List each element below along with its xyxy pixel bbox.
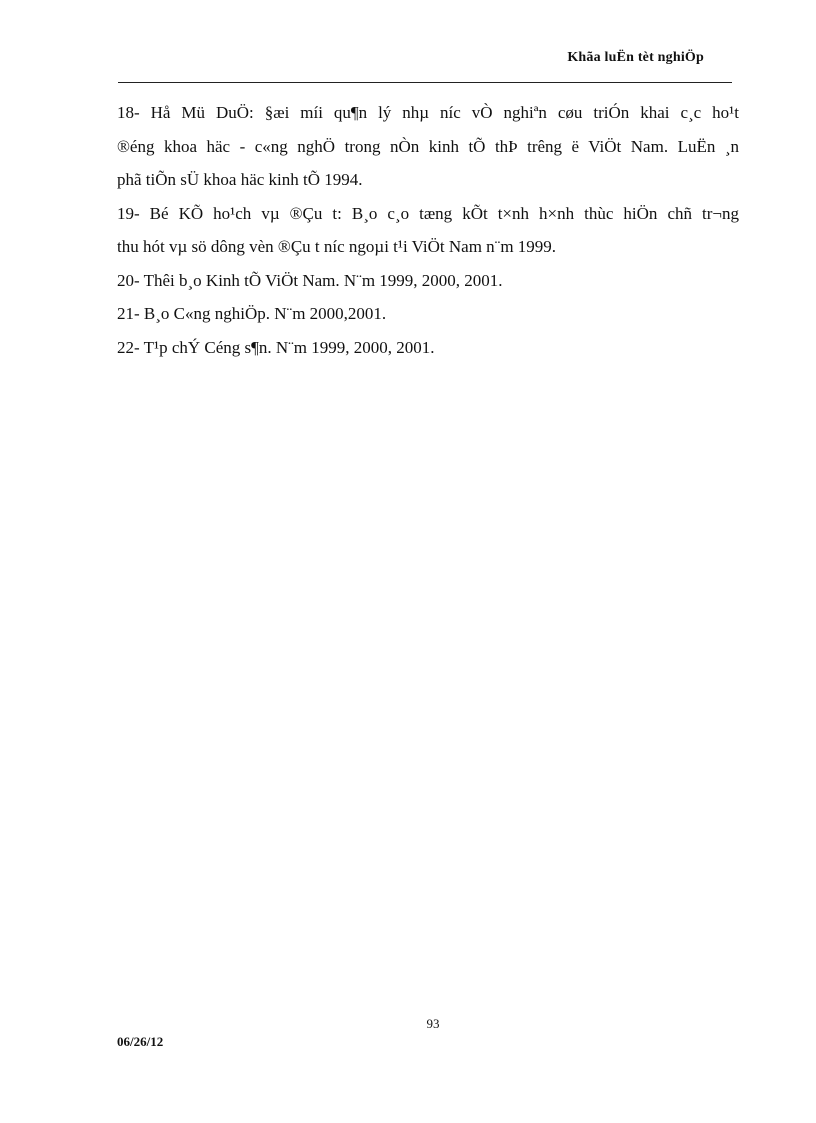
reference-line: ®éng khoa häc - c«ng nghÖ trong nÒn kinh tÕ thÞ trêng ë ViÖt Nam. LuËn ¸n — [117, 136, 739, 156]
header-rule — [118, 82, 732, 83]
reference-entry-22 — [117, 331, 739, 365]
print-date: 06/26/12 — [117, 1034, 164, 1049]
reference-entry-19 — [117, 197, 739, 264]
reference-line: 22- T¹p chÝ Céng s¶n. N¨m 1999, 2000, 2001. — [117, 337, 435, 357]
reference-entry-21 — [117, 297, 739, 331]
reference-entry-20 — [117, 264, 739, 298]
reference-line: 19- Bé KÕ ho¹ch vµ ®Çu t: B¸o c¸o tæng kÕt t×nh h×nh thùc hiÖn chñ tr¬ng — [117, 203, 739, 223]
reference-line: 18- Hå Mü DuÖ: §æi míi qu¶n lý nhµ níc vÒ nghiªn cøu triÓn khai c¸c ho¹t — [117, 103, 739, 122]
reference-entry-18 — [117, 96, 739, 197]
page-number: 93 — [426, 1016, 440, 1031]
reference-line: 21- B¸o C«ng nghiÖp. N¨m 2000,2001. — [117, 304, 387, 323]
reference-line: phã tiÕn sÜ khoa häc kinh tÕ 1994. — [117, 170, 363, 189]
reference-line: 20- Thêi b¸o Kinh tÕ ViÖt Nam. N¨m 1999, 2000, 2001. — [117, 270, 503, 290]
reference-line: thu hót vµ sö dông vèn ®Çu t níc ngoµi t¹i ViÖt Nam n¨m 1999. — [117, 237, 557, 256]
running-header: Khãa luËn tèt nghiÖp — [567, 50, 704, 65]
reference-list — [117, 96, 739, 364]
